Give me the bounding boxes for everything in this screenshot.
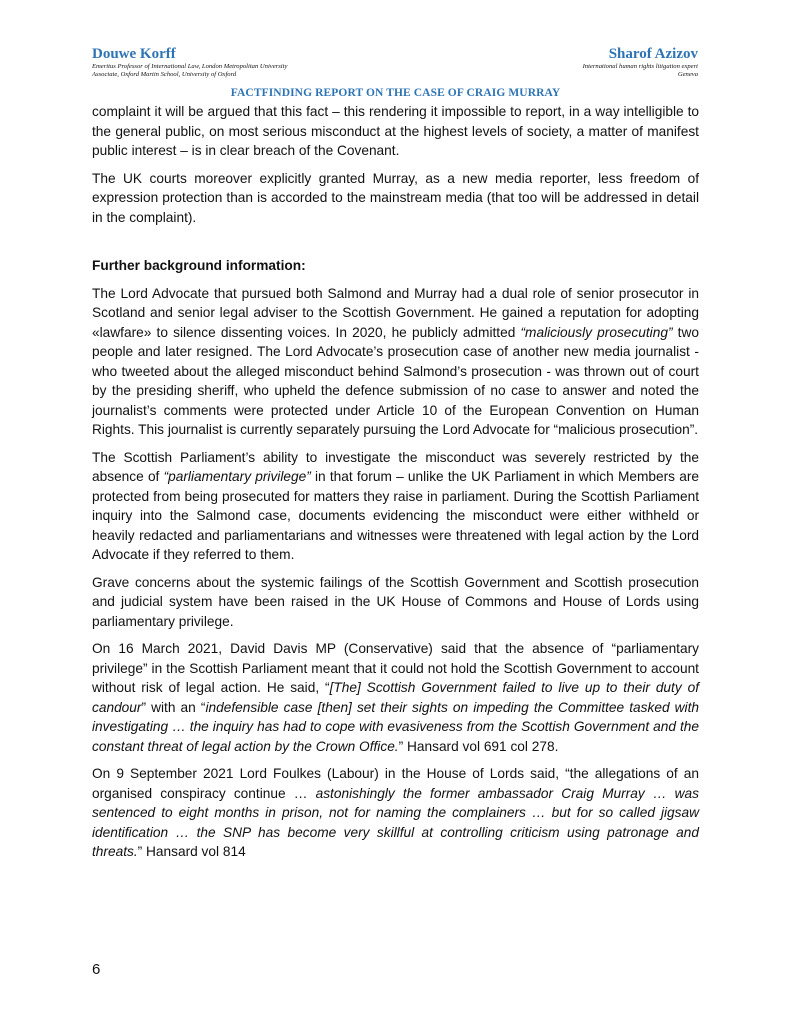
paragraph: complaint it will be argued that this fact – this rendering it impossible to report, in a way intelligible to the general public, on most serious misconduct at the highest levels of society, a matter of manifest public interest – is in clear breach of the Covenant. (92, 104, 699, 158)
text-run: On 9 September 2021 Lord Foulkes (Labour) in the House of Lords said, “the allegations of an organised conspiracy continue … (92, 766, 699, 801)
author-affiliation-line-1: Emeritus Professor of International Law, London Metropolitan University (92, 63, 288, 70)
author-name-korff: Douwe Korff (92, 46, 176, 62)
section-spacer (92, 227, 699, 256)
text-run: ” with an “ (141, 699, 206, 715)
author-role: International human rights litigation expert (582, 63, 698, 70)
quote-italic: [The] Scottish Government failed to live up to their duty of candour (92, 680, 700, 715)
report-title: FACTFINDING REPORT ON THE CASE OF CRAIG MURRAY (230, 87, 561, 99)
author-location: Geneva (677, 71, 698, 78)
section-heading: Further background information: (92, 258, 306, 273)
quote-italic: indefensible case [then] set their sights on impeding the Committee tasked with investigating … the inquiry has had to cope with evasiveness from the Scottish Government and the constant threat of legal action by the Crown Office. (92, 699, 700, 754)
paragraph: The UK courts moreover explicitly granted Murray, as a new media reporter, less freedom of expression protection than is accorded to the mainstream media (that too will be addressed in detail in the complaint). (92, 170, 699, 225)
header-left-author (92, 46, 287, 79)
text-run: in that forum – unlike the UK Parliament in which Members are protected from being prosecuted for matters they raise in parliament. During the Scottish Parliament inquiry into the Salmond case, documents evidencing the misconduct were either withheld or heavily redacted and parliamentarians and witnesses were threatened with legal action by the Lord Advocate if they referred to them. (92, 469, 699, 562)
text-run: The Lord Advocate that pursued both Salmond and Murray had a dual role of senior prosecutor in Scotland and senior legal adviser to the Scottish Government. He gained a reputation for adopting «lawfare» to silence dissenting voices. In 2020, he publicly admitted (92, 285, 699, 340)
document-body (92, 102, 699, 870)
paragraph (92, 764, 699, 862)
text-run: ” Hansard vol 691 col 278. (398, 738, 559, 754)
text-run: ” Hansard vol 814 (137, 844, 246, 859)
quote-italic: “parliamentary privilege” (163, 469, 311, 484)
text-run: On 16 March 2021, David Davis MP (Conservative) said that the absence of “parliamentary privilege” in the Scottish Parliament meant that it could not hold the Scottish Government to account without risk of legal action. He said, “ (92, 641, 699, 695)
text-run: two people and later resigned. The Lord Advocate’s prosecution case of another new media journalist - who tweeted about the alleged misconduct behind Salmond’s prosecution - was thrown out of court by the presiding sheriff, who upheld the defence submission of no case to answer and noted the journalist’s comments were protected under Article 10 of the European Convention on Human Rights. This journalist is currently separately pursuing the Lord Advocate for “malicious prosecution”. (92, 324, 699, 437)
header-right-author (583, 46, 698, 79)
paragraph (92, 639, 699, 756)
page-number: 6 (92, 961, 101, 978)
author-name-azizov: Sharof Azizov (608, 46, 698, 62)
paragraph: Grave concerns about the systemic failings of the Scottish Government and Scottish prosecution and judicial system have been raised in the UK House of Commons and House of Lords using parliamentary privilege. (92, 574, 699, 629)
author-affiliation-line-2: Associate, Oxford Martin School, University of Oxford (92, 71, 237, 78)
paragraph (92, 284, 699, 440)
quote-italic: “maliciously prosecuting” (520, 324, 673, 340)
text-run: The Scottish Parliament’s ability to investigate the misconduct was severely restricted by the absence of (92, 449, 699, 484)
quote-italic: astonishingly the former ambassador Craig Murray … was sentenced to eight months in prison, not for naming the complainers … but for so called jigsaw identification … the SNP has become very skillful at controlling criticism using patronage and threats. (92, 785, 699, 859)
paragraph (92, 448, 699, 565)
